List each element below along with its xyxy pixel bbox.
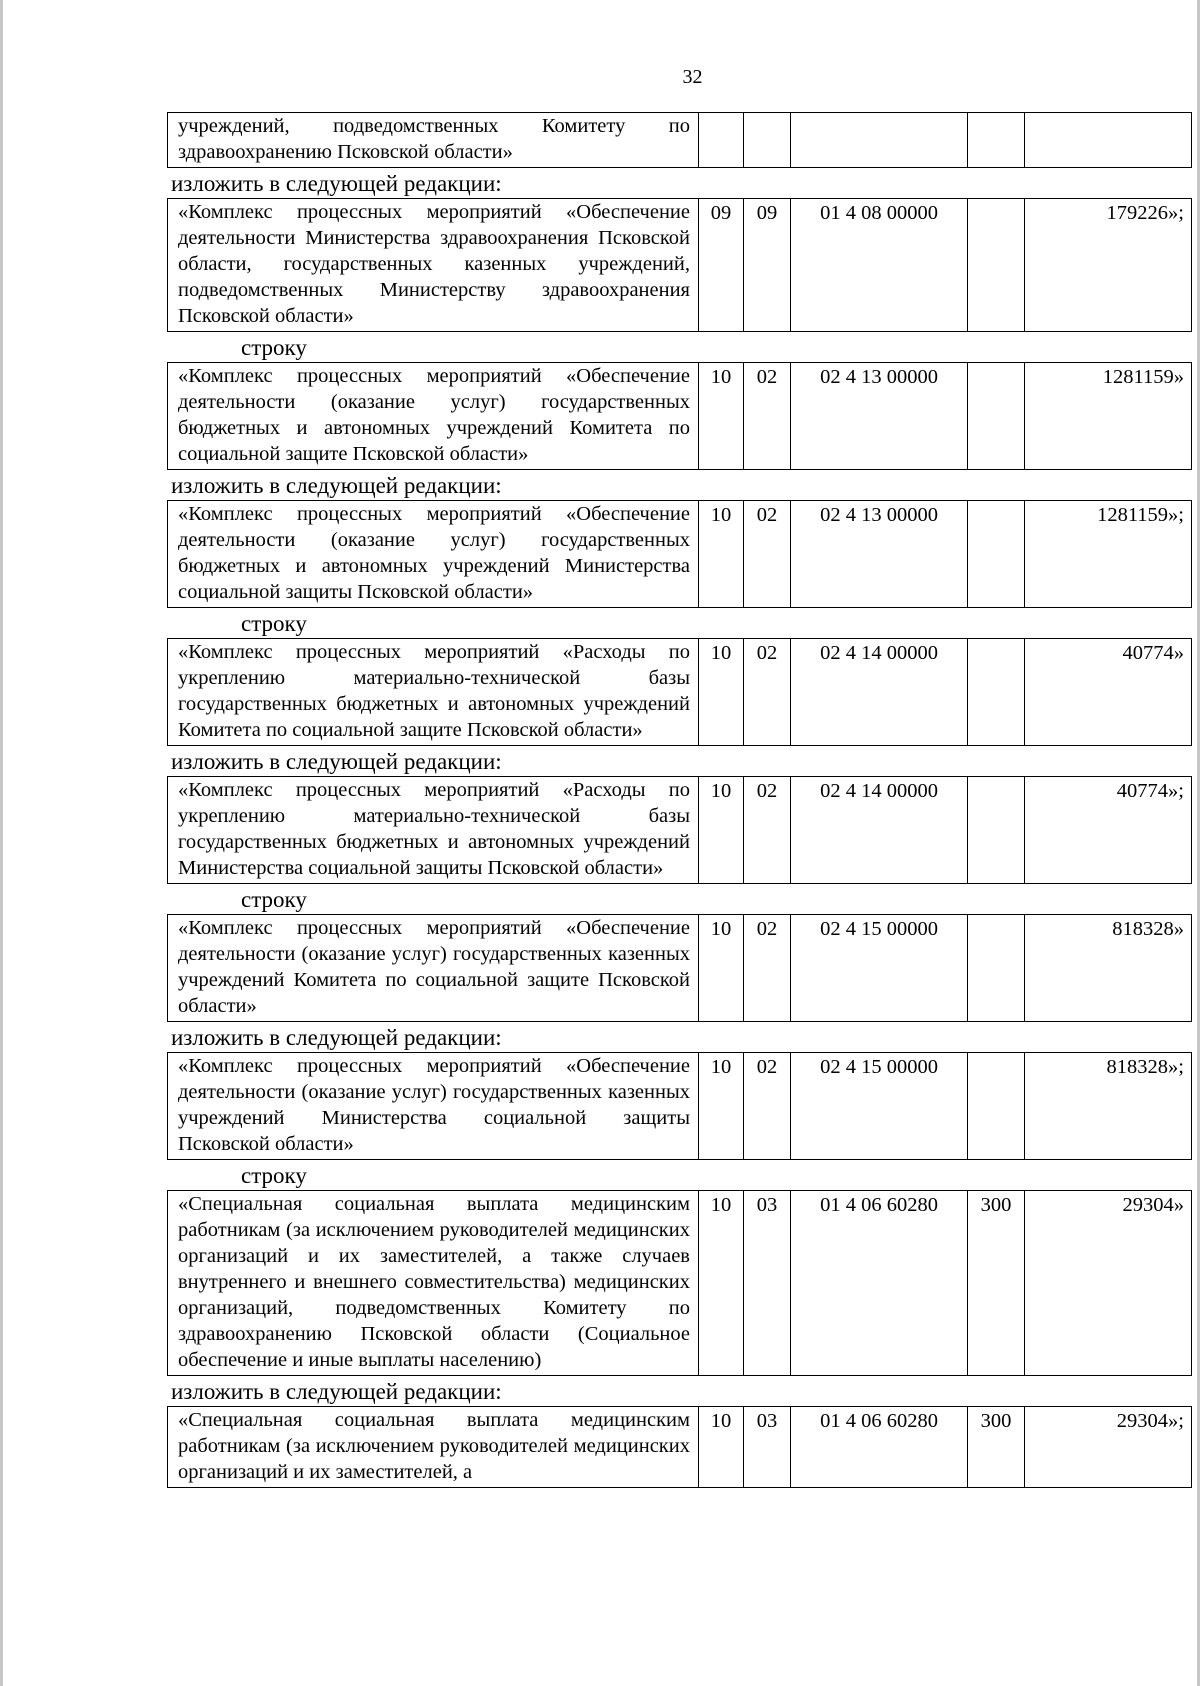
row-subsection: 02 — [743, 777, 790, 883]
row-expense-type — [967, 113, 1024, 167]
table-row — [167, 1052, 1192, 1160]
scan-edge-left — [0, 0, 3, 1686]
row-expense-type: 300 — [967, 1407, 1024, 1487]
row-subsection: 03 — [743, 1191, 790, 1375]
row-description: «Специальная социальная выплата медицинским работникам (за исключением руководителей медицинских организаций и их заместителей, а — [178, 1409, 690, 1483]
instruction-replace-row: строку — [241, 611, 307, 636]
row-target-code: 02 4 14 00000 — [790, 639, 967, 745]
table-row — [167, 198, 1192, 332]
row-subsection: 02 — [743, 363, 790, 469]
row-amount: 29304»; — [1024, 1407, 1191, 1487]
row-target-code — [790, 113, 967, 167]
row-expense-type — [967, 777, 1024, 883]
row-expense-type — [967, 199, 1024, 331]
row-description: «Специальная социальная выплата медицинским работникам (за исключением руководителей медицинских организаций и их заместителей, а также случаев внутреннего и внешнего совместительства) медицинских организаций, подведомственных Комитету по здравоохранению Псковской области (Социальное обеспечение и иные выплаты населению) — [178, 1193, 690, 1371]
row-section: 10 — [698, 777, 743, 883]
row-description: «Комплекс процессных мероприятий «Обеспечение деятельности (оказание услуг) государственных казенных учреждений Комитета по социальной защите Псковской области» — [178, 917, 690, 1017]
table-row — [167, 500, 1192, 608]
row-description: «Комплекс процессных мероприятий «Обеспечение деятельности (оказание услуг) государственных бюджетных и автономных учреждений Комитета по социальной защите Псковской области» — [178, 365, 690, 465]
row-expense-type — [967, 363, 1024, 469]
row-description: «Комплекс процессных мероприятий «Расходы по укреплению материально-технической базы государственных бюджетных и автономных учреждений Министерства социальной защиты Псковской области» — [178, 779, 690, 879]
row-target-code: 01 4 08 00000 — [790, 199, 967, 331]
row-subsection: 03 — [743, 1407, 790, 1487]
table-row — [167, 1190, 1192, 1376]
row-section: 10 — [698, 915, 743, 1021]
row-amount: 179226»; — [1024, 199, 1191, 331]
row-target-code: 01 4 06 60280 — [790, 1407, 967, 1487]
document-body — [167, 112, 1192, 1488]
row-section: 09 — [698, 199, 743, 331]
row-subsection: 02 — [743, 639, 790, 745]
amendment-blocks — [167, 170, 1192, 1488]
row-expense-type: 300 — [967, 1191, 1024, 1375]
row-section: 10 — [698, 1053, 743, 1159]
row-description: учреждений, подведомственных Комитету по здравоохранению Псковской области» — [178, 115, 690, 163]
row-expense-type — [967, 501, 1024, 607]
row-target-code: 02 4 14 00000 — [790, 777, 967, 883]
page-number: 32 — [682, 66, 703, 88]
row-amount: 1281159»; — [1024, 501, 1191, 607]
row-subsection: 02 — [743, 915, 790, 1021]
table-row-continuation — [167, 112, 1192, 168]
row-subsection — [743, 113, 790, 167]
row-amount — [1024, 113, 1191, 167]
instruction-replace-row: строку — [241, 1163, 307, 1188]
table-row — [167, 1406, 1192, 1488]
row-expense-type — [967, 915, 1024, 1021]
row-subsection: 02 — [743, 501, 790, 607]
row-section — [698, 113, 743, 167]
table-row — [167, 362, 1192, 470]
row-target-code: 02 4 15 00000 — [790, 1053, 967, 1159]
row-section: 10 — [698, 1407, 743, 1487]
row-amount: 40774»; — [1024, 777, 1191, 883]
row-target-code: 02 4 13 00000 — [790, 501, 967, 607]
instruction-new-wording: изложить в следующей редакции: — [171, 473, 502, 498]
row-section: 10 — [698, 363, 743, 469]
row-subsection: 09 — [743, 199, 790, 331]
row-description: «Комплекс процессных мероприятий «Расходы по укреплению материально-технической базы государственных бюджетных и автономных учреждений Комитета по социальной защите Псковской области» — [178, 641, 690, 741]
table-row — [167, 914, 1192, 1022]
row-amount: 29304» — [1024, 1191, 1191, 1375]
row-description: «Комплекс процессных мероприятий «Обеспечение деятельности (оказание услуг) государственных бюджетных и автономных учреждений Министерства социальной защиты Псковской области» — [178, 503, 690, 603]
instruction-new-wording: изложить в следующей редакции: — [171, 749, 502, 774]
row-target-code: 02 4 15 00000 — [790, 915, 967, 1021]
row-amount: 1281159» — [1024, 363, 1191, 469]
row-target-code: 02 4 13 00000 — [790, 363, 967, 469]
row-subsection: 02 — [743, 1053, 790, 1159]
instruction-replace-row: строку — [241, 335, 307, 360]
instruction-new-wording: изложить в следующей редакции: — [171, 1025, 502, 1050]
row-description: «Комплекс процессных мероприятий «Обеспечение деятельности (оказание услуг) государственных казенных учреждений Министерства социальной защиты Псковской области» — [178, 1055, 690, 1155]
row-amount: 818328» — [1024, 915, 1191, 1021]
instruction-new-wording: изложить в следующей редакции: — [171, 171, 502, 196]
row-section: 10 — [698, 501, 743, 607]
row-target-code: 01 4 06 60280 — [790, 1191, 967, 1375]
row-description: «Комплекс процессных мероприятий «Обеспечение деятельности Министерства здравоохранения Псковской области, государственных казенных учреждений, подведомственных Министерству здравоохранения Псковской области» — [178, 201, 690, 327]
row-expense-type — [967, 1053, 1024, 1159]
row-amount: 818328»; — [1024, 1053, 1191, 1159]
row-section: 10 — [698, 1191, 743, 1375]
table-row — [167, 776, 1192, 884]
instruction-new-wording: изложить в следующей редакции: — [171, 1379, 502, 1404]
instruction-replace-row: строку — [241, 887, 307, 912]
row-section: 10 — [698, 639, 743, 745]
row-amount: 40774» — [1024, 639, 1191, 745]
row-expense-type — [967, 639, 1024, 745]
table-row — [167, 638, 1192, 746]
